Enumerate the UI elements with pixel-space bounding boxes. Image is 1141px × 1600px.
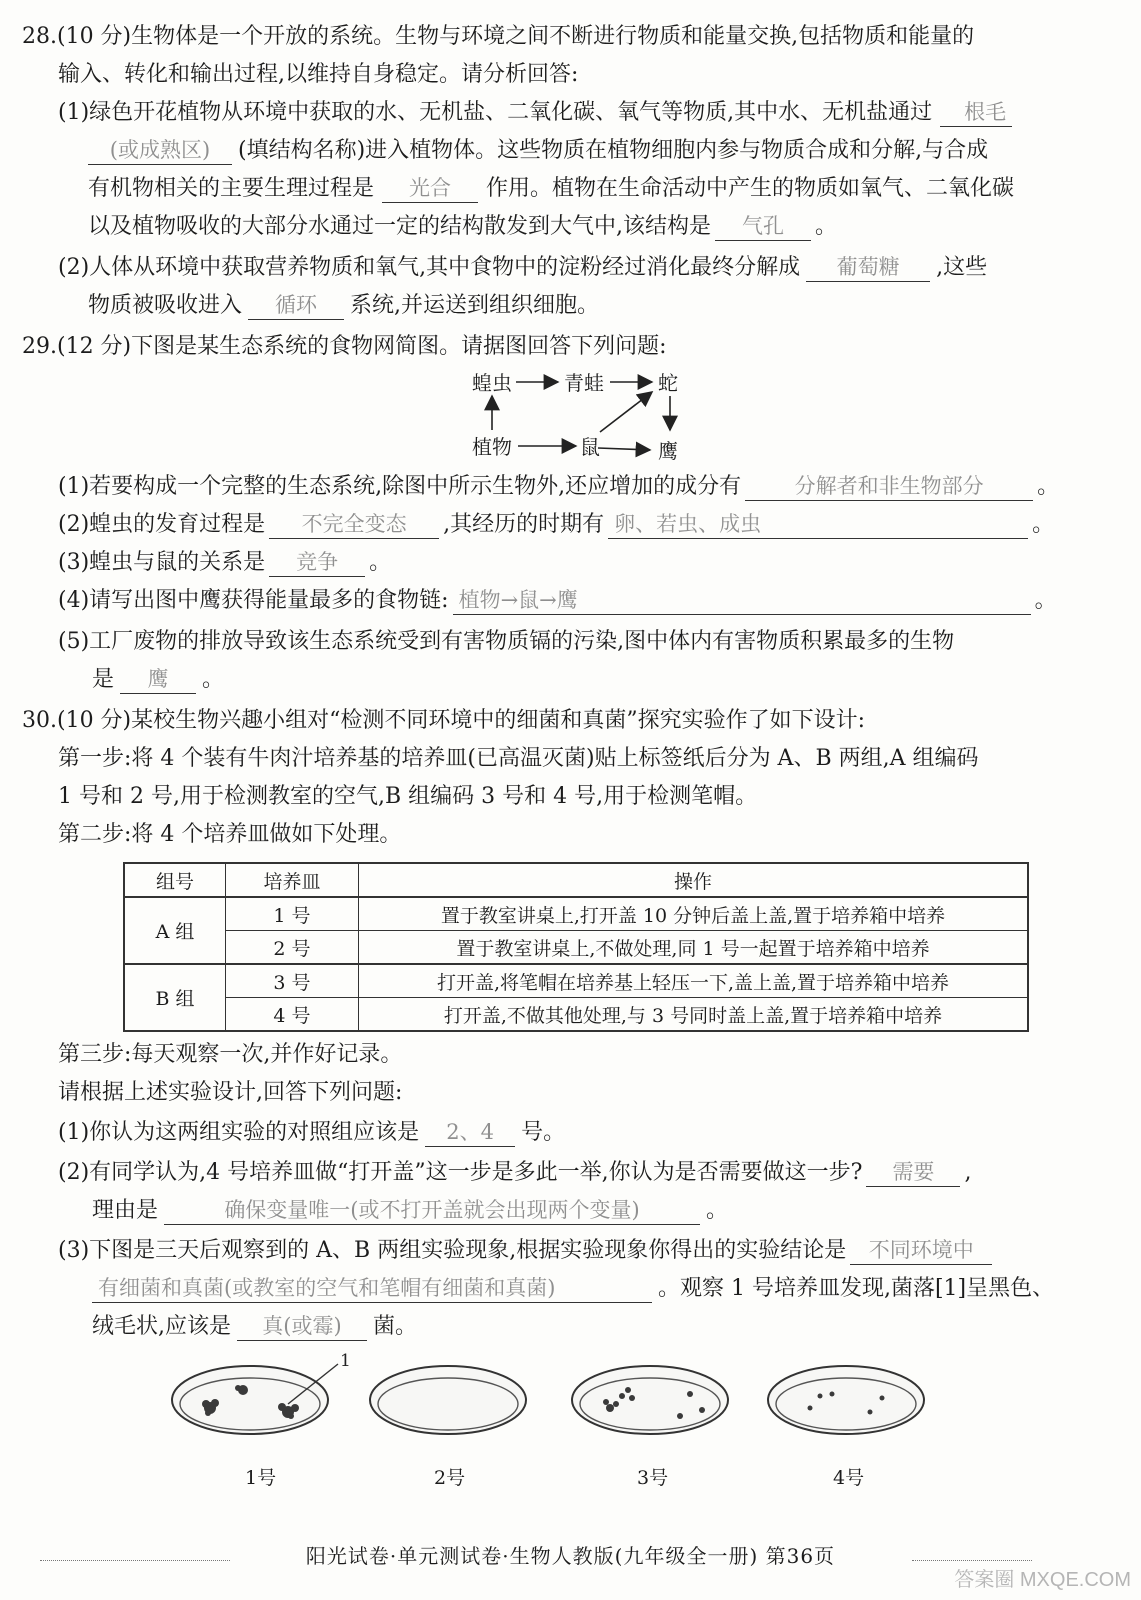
q30-step1-cont: 1 号和 2 号,用于检测教室的空气,B 组编码 3 号和 4 号,用于检测笔帽。	[58, 784, 758, 809]
group-cell: B 组	[124, 964, 226, 1031]
answer-blank: 竞争	[269, 548, 365, 577]
table-header: 操作	[359, 863, 1029, 897]
q28-header: 28.(10 分)生物体是一个开放的系统。生物与环境之间不断进行物质和能量交换,包括物质和能量的	[22, 24, 975, 49]
q30-header: 30.(10 分)某校生物兴趣小组对“检测不同环境中的细菌和真菌”探究实验作了如下设计:	[22, 708, 866, 733]
operation-cell: 打开盖,将笔帽在培养基上轻压一下,盖上盖,置于培养箱中培养	[359, 964, 1029, 998]
dish-label-1: 1号	[245, 1467, 277, 1489]
dish-cell: 4 号	[226, 998, 359, 1032]
q29-sub5: (5)工厂废物的排放导致该生态系统受到有害物质镉的污染,图中体内有害物质积累最多的生物	[58, 629, 955, 654]
node-eagle: 鹰	[658, 439, 678, 463]
colony-pointer-label: 1	[340, 1352, 351, 1371]
petri-dish-2	[370, 1366, 526, 1434]
answer-blank: 2、4	[425, 1118, 515, 1147]
q30-sub2: (2)有同学认为,4 号培养皿做“打开盖”这一步是多此一举,你认为是否需要做这一步? 需要 ,	[58, 1160, 972, 1185]
q30-sub3-cont: 有细菌和真菌(或教室的空气和笔帽有细菌和真菌) 。观察 1 号培养皿发现,菌落[1]呈黑色、	[92, 1274, 1054, 1304]
table-header: 组号	[124, 863, 226, 897]
q30-step2: 第二步:将 4 个培养皿做如下处理。	[58, 822, 402, 847]
node-snake: 蛇	[658, 371, 678, 395]
answer-blank: 真(或霉)	[237, 1312, 367, 1341]
q30-sub1: (1)你认为这两组实验的对照组应该是 2、4 号。	[58, 1120, 566, 1145]
q30-step3: 第三步:每天观察一次,并作好记录。	[58, 1042, 403, 1067]
petri-dish-1	[172, 1364, 338, 1434]
watermark-logo	[954, 1563, 1131, 1592]
table-row	[124, 897, 1028, 931]
answer-blank: 葡萄糖	[806, 253, 930, 282]
q30-step1: 第一步:将 4 个装有牛肉汁培养基的培养皿(已高温灭菌)贴上标签纸后分为 A、B 两组,A 组编码	[58, 746, 979, 771]
answer-blank: 鹰	[120, 665, 196, 694]
petri-dish-3	[572, 1366, 728, 1434]
node-locust: 蝗虫	[472, 371, 512, 395]
q28-part1-line2: (或成熟区) (填结构名称)进入植物体。这些物质在植物细胞内参与物质合成和分解,与合成	[88, 136, 988, 166]
q29-sub2: (2)蝗虫的发育过程是 不完全变态 ,其经历的时期有 卵、若虫、成虫 。	[58, 512, 1055, 537]
table-header-row	[124, 863, 1028, 897]
q28-part1-line1: (1)绿色开花植物从环境中获取的水、无机盐、二氧化碳、氧气等物质,其中水、无机盐通过 根毛	[58, 98, 1012, 128]
dish-label-3: 3号	[637, 1467, 669, 1489]
q29-sub4: (4)请写出图中鹰获得能量最多的食物链: 植物→鼠→鹰 。	[58, 588, 1057, 613]
treatment-table	[123, 862, 1029, 1032]
table-row	[124, 931, 1028, 965]
q28-header-cont: 输入、转化和输出过程,以维持自身稳定。请分析回答:	[58, 62, 579, 87]
food-web-diagram	[460, 366, 700, 466]
dish-cell: 1 号	[226, 897, 359, 931]
table-row	[124, 964, 1028, 998]
q28-part2-line2: 物质被吸收进入 循环 系统,并运送到组织细胞。	[88, 293, 600, 318]
answer-blank: 需要	[866, 1158, 960, 1187]
answer-blank: 确保变量唯一(或不打开盖就会出现两个变量)	[164, 1196, 700, 1225]
answer-blank: 卵、若虫、成虫	[608, 510, 1028, 539]
answer-blank: 光合	[382, 174, 478, 203]
petri-dish-4	[768, 1366, 924, 1434]
node-mouse: 鼠	[580, 435, 600, 459]
page-footer: 阳光试卷·单元测试卷·生物人教版(九年级全一册) 第36页	[305, 1544, 836, 1568]
answer-blank: 气孔	[715, 212, 811, 241]
answer-blank: 有细菌和真菌(或教室的空气和笔帽有细菌和真菌)	[92, 1274, 652, 1303]
q30-sub3: (3)下图是三天后观察到的 A、B 两组实验现象,根据实验现象你得出的实验结论是 不同环境中	[58, 1236, 996, 1266]
answer-blank: 不同环境中	[850, 1236, 992, 1265]
dish-cell: 2 号	[226, 931, 359, 965]
operation-cell: 置于教室讲桌上,打开盖 10 分钟后盖上盖,置于培养箱中培养	[359, 897, 1029, 931]
q28-part1-line4: 以及植物吸收的大部分水通过一定的结构散发到大气中,该结构是 气孔 。	[88, 214, 838, 239]
operation-cell: 打开盖,不做其他处理,与 3 号同时盖上盖,置于培养箱中培养	[359, 998, 1029, 1032]
answer-blank: 循环	[248, 291, 344, 320]
answer-blank: (或成熟区)	[88, 136, 232, 165]
dish-label-2: 2号	[434, 1467, 466, 1489]
footer-divider-right	[912, 1560, 1032, 1561]
table-row	[124, 998, 1028, 1032]
q29-header: 29.(12 分)下图是某生态系统的食物网简图。请据图回答下列问题:	[22, 334, 667, 359]
answer-blank: 植物→鼠→鹰	[453, 586, 1031, 615]
dish-cell: 3 号	[226, 964, 359, 998]
answer-blank: 分解者和非生物部分	[745, 472, 1033, 501]
q28-part2-line1: (2)人体从环境中获取营养物质和氧气,其中食物中的淀粉经过消化最终分解成 葡萄糖 ,这些	[58, 255, 988, 280]
petri-dish-figure	[170, 1352, 930, 1442]
dish-label-4: 4号	[833, 1467, 865, 1489]
answer-blank: 根毛	[940, 98, 1012, 127]
node-frog: 青蛙	[564, 371, 604, 395]
q29-sub1: (1)若要构成一个完整的生态系统,除图中所示生物外,还应增加的成分有 分解者和非生物部分 。	[58, 474, 1060, 499]
q28-part1-line3: 有机物相关的主要生理过程是 光合 作用。植物在生命活动中产生的物质如氧气、二氧化碳	[88, 176, 1015, 201]
q29-sub3: (3)蝗虫与鼠的关系是 竞争 。	[58, 550, 392, 575]
q29-sub5-cont: 是 鹰 。	[92, 667, 225, 692]
q30-sub3-cont2: 绒毛状,应该是 真(或霉) 菌。	[92, 1314, 418, 1339]
q30-intro: 请根据上述实验设计,回答下列问题:	[58, 1080, 403, 1105]
q30-sub2-cont: 理由是 确保变量唯一(或不打开盖就会出现两个变量) 。	[92, 1198, 729, 1223]
arrow-mouse-snake	[600, 392, 652, 432]
node-plant: 植物	[472, 435, 512, 459]
watermark-text: 答案圈 MXQE.COM	[954, 1569, 1131, 1591]
arrow-mouse-eagle	[598, 448, 650, 450]
answer-blank: 不完全变态	[269, 510, 439, 539]
group-cell: A 组	[124, 897, 226, 964]
table-header: 培养皿	[226, 863, 359, 897]
operation-cell: 置于教室讲桌上,不做处理,同 1 号一起置于培养箱中培养	[359, 931, 1029, 965]
